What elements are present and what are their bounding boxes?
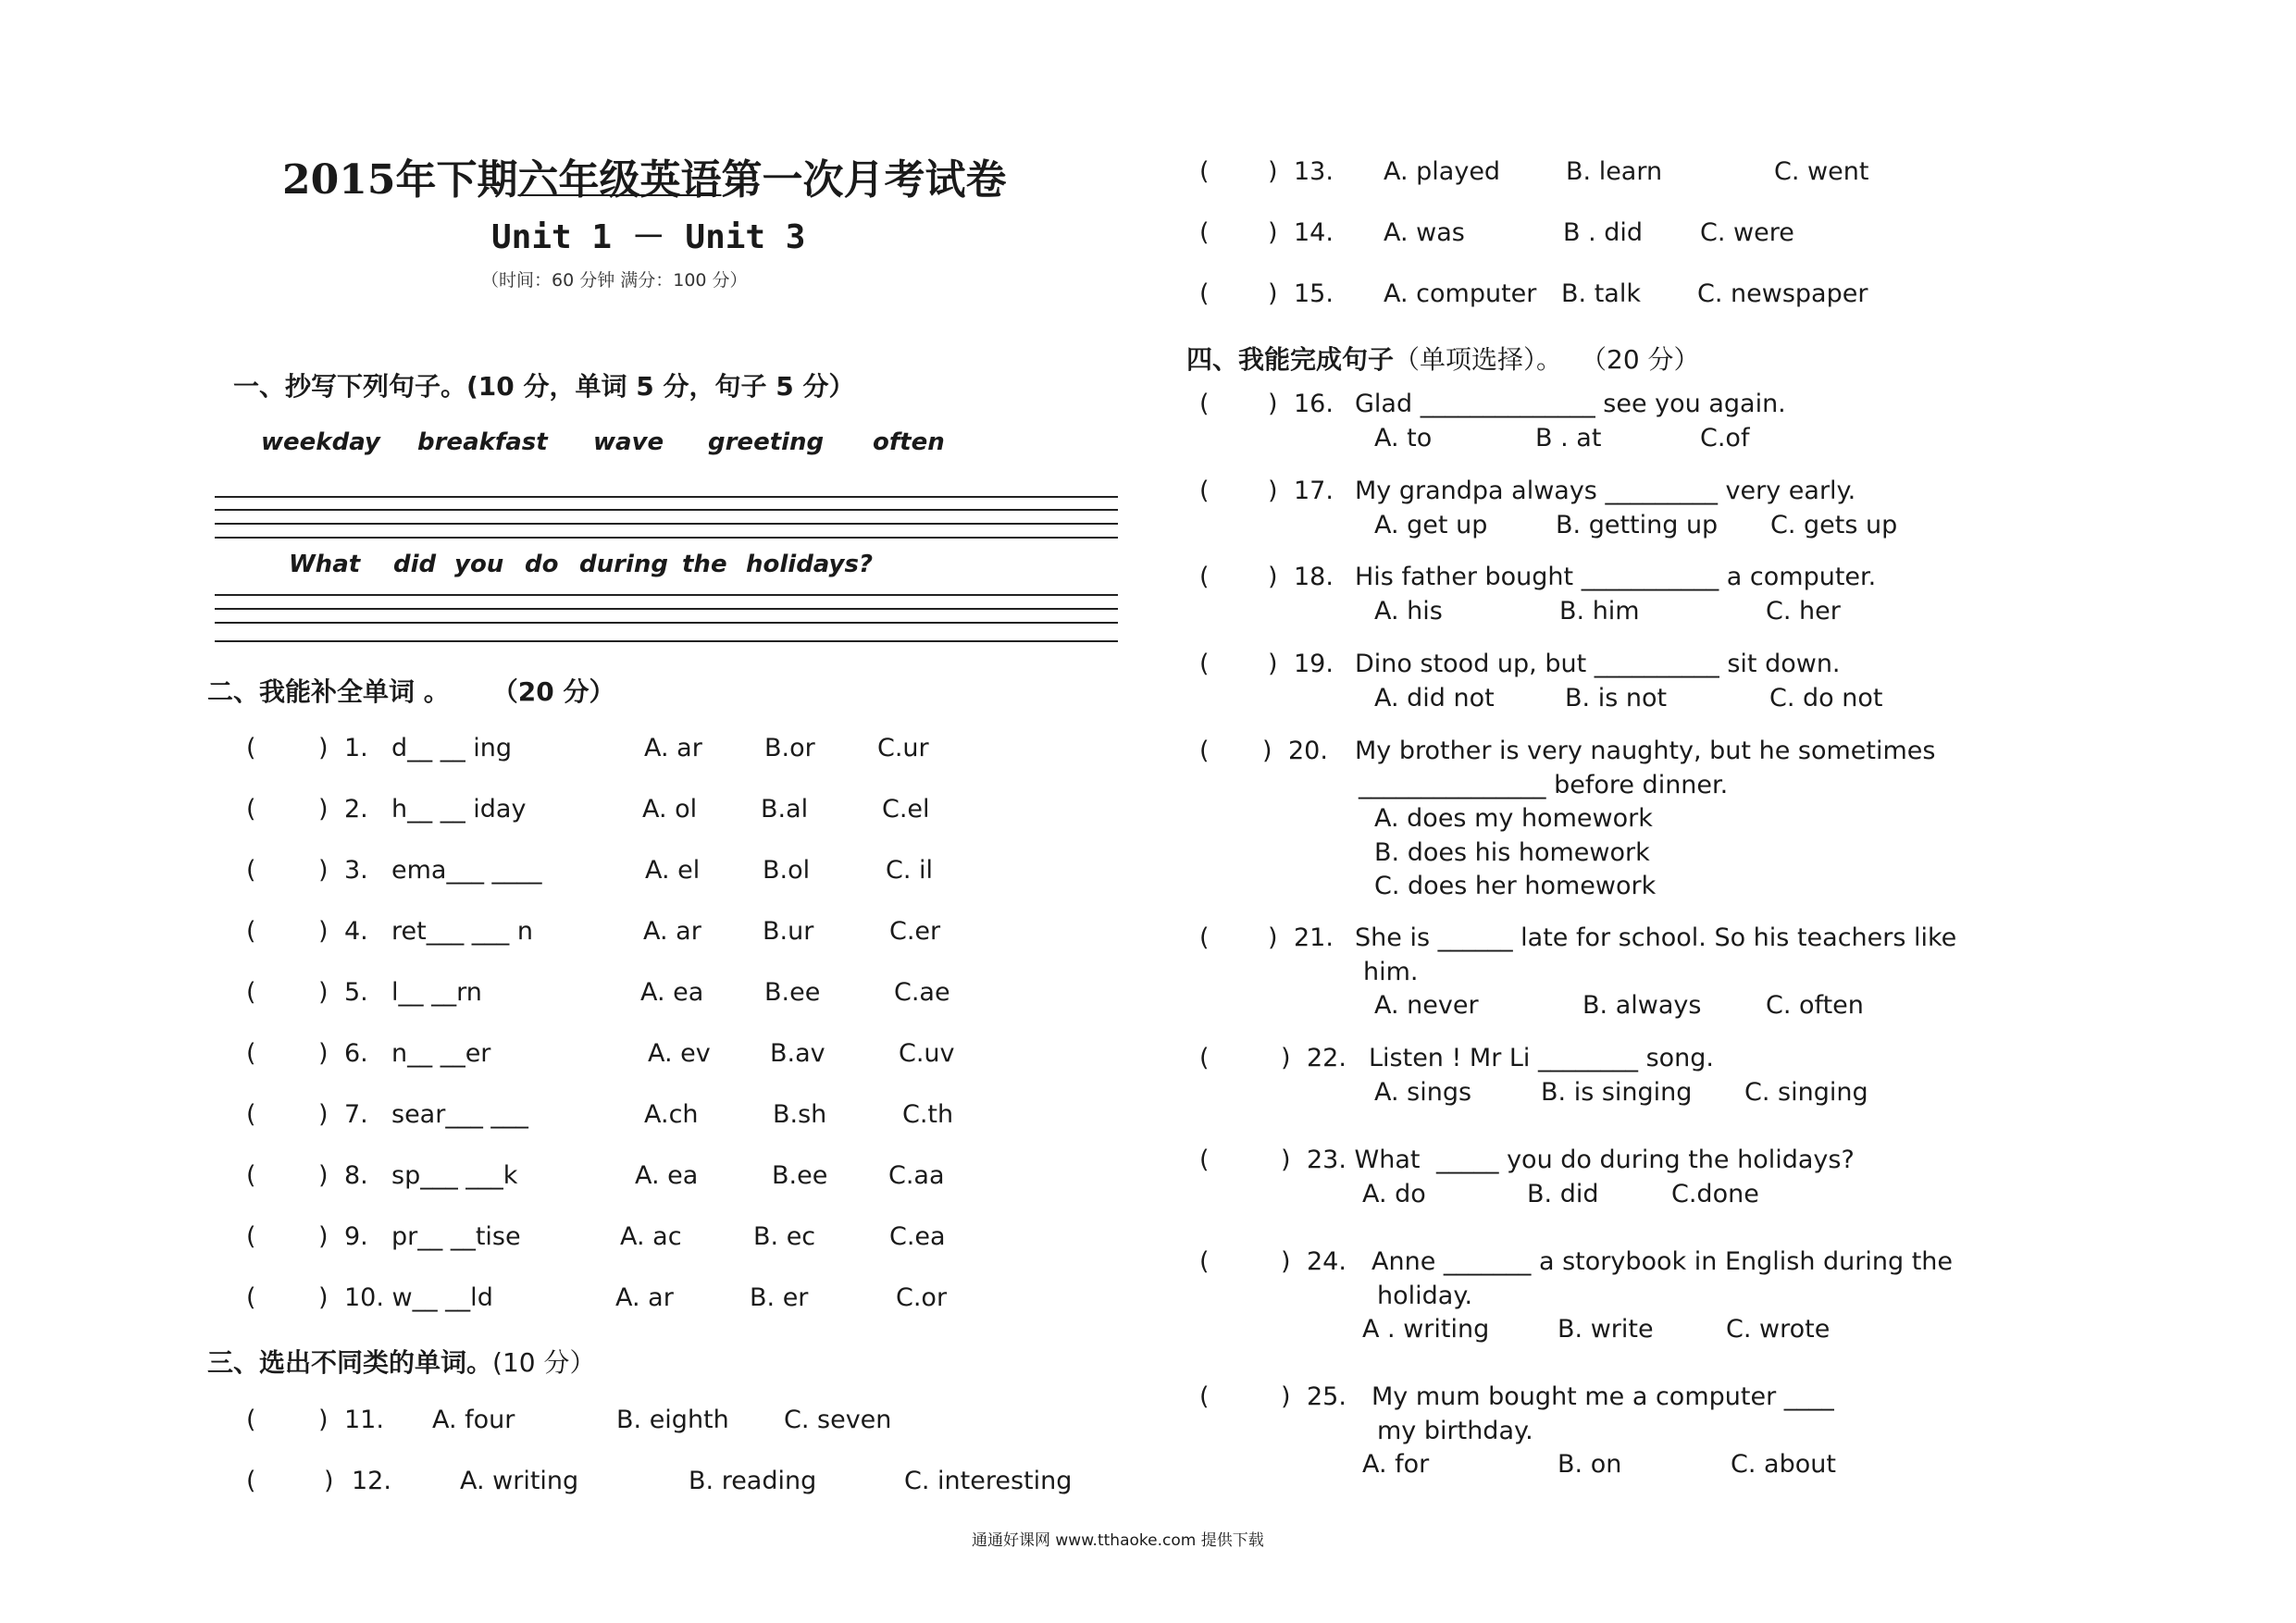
answer-open: (: [246, 734, 256, 762]
option-b: B . at: [1535, 424, 1602, 452]
question-number: 2.: [344, 795, 368, 824]
answer-close: ): [318, 1161, 329, 1190]
question-text: My brother is very naughty, but he sometimes: [1355, 737, 1936, 765]
copy-sentence-word: did: [393, 551, 437, 578]
option-b: B. does his homework: [1374, 838, 1650, 867]
answer-open: (: [1199, 650, 1210, 678]
answer-close: ): [318, 917, 329, 946]
option-c: C.ea: [889, 1222, 946, 1251]
page-title: 2015年下期六年级英语第一次月考试卷: [282, 156, 1007, 204]
question-number: 11.: [344, 1406, 384, 1434]
word-blank: sear___ ___: [391, 1100, 528, 1129]
writing-line: [215, 640, 1118, 642]
option-c: C. her: [1766, 597, 1841, 626]
question-text-cont: holiday.: [1377, 1282, 1473, 1310]
exam-meta: （时间：60 分钟 满分：100 分）: [481, 270, 748, 291]
word-blank: l__ __rn: [391, 978, 482, 1007]
word-blank: ret___ ___ n: [391, 917, 533, 946]
option-a: A . writing: [1362, 1315, 1490, 1344]
answer-close: ): [1268, 279, 1278, 308]
word-blank: ema___ ____: [391, 856, 542, 885]
option-c: C.er: [889, 917, 941, 946]
answer-close: ): [1268, 477, 1278, 505]
option-a: A. does my homework: [1374, 804, 1653, 833]
answer-open: (: [1199, 563, 1210, 591]
option-a: A. ol: [642, 795, 698, 824]
answer-close: ): [318, 1283, 329, 1312]
option-c: C. does her homework: [1374, 872, 1657, 900]
answer-close: ): [318, 734, 329, 762]
question-text: My grandpa always _________ very early.: [1355, 477, 1856, 505]
option-a: A. played: [1384, 157, 1501, 186]
copy-word: weekday: [261, 428, 380, 456]
answer-close: ): [1268, 390, 1278, 418]
question-number: 19.: [1294, 650, 1334, 678]
option-b: B. on: [1558, 1450, 1622, 1479]
answer-close: ): [1268, 923, 1278, 952]
question-text: Anne _______ a storybook in English during the: [1371, 1247, 1954, 1276]
writing-line: [215, 496, 1118, 498]
question-number: 13.: [1294, 157, 1334, 186]
option-a: A. for: [1362, 1450, 1430, 1479]
option-b: B. reading: [689, 1467, 817, 1495]
answer-open: (: [246, 795, 256, 824]
option-b: B. always: [1582, 991, 1702, 1020]
question-text: Listen ! Mr Li ________ song.: [1369, 1044, 1715, 1072]
copy-sentence-word: the: [682, 551, 727, 578]
question-number: 10. w__ __ld: [344, 1283, 493, 1312]
question-number: 8.: [344, 1161, 368, 1190]
question-text: His father bought ___________ a computer.: [1355, 563, 1877, 591]
answer-open: (: [1199, 923, 1210, 952]
option-a: A. ea: [635, 1161, 699, 1190]
option-b: B.ee: [764, 978, 821, 1007]
question-text-cont: my birthday.: [1377, 1417, 1533, 1445]
option-c: C. singing: [1744, 1078, 1868, 1107]
answer-open: (: [246, 1283, 256, 1312]
answer-open: (: [246, 978, 256, 1007]
question-number: 12.: [352, 1467, 391, 1495]
option-b: B. learn: [1566, 157, 1663, 186]
question-text-cont: _______________ before dinner.: [1359, 771, 1729, 799]
answer-open: (: [246, 1161, 256, 1190]
question-number: 6.: [344, 1039, 368, 1068]
option-a: A. sings: [1374, 1078, 1472, 1107]
option-b: B. is singing: [1541, 1078, 1693, 1107]
answer-open: (: [246, 1100, 256, 1129]
answer-open: (: [1199, 1382, 1210, 1411]
writing-line: [215, 537, 1118, 539]
answer-close: ): [318, 978, 329, 1007]
question-number: 14.: [1294, 218, 1334, 247]
option-a: A. was: [1384, 218, 1465, 247]
option-b: B. did: [1527, 1180, 1599, 1208]
question-number: 3.: [344, 856, 368, 885]
copy-word: wave: [593, 428, 664, 456]
option-b: B. him: [1559, 597, 1640, 626]
answer-close: ): [1268, 157, 1278, 186]
option-b: B.ol: [763, 856, 811, 885]
question-number: 17.: [1294, 477, 1334, 505]
answer-open: (: [246, 917, 256, 946]
option-a: A. ar: [615, 1283, 674, 1312]
copy-word: greeting: [708, 428, 825, 456]
option-c: C.ur: [877, 734, 929, 762]
option-c: C.of: [1700, 424, 1750, 452]
question-number: 15.: [1294, 279, 1334, 308]
unit-range: Unit 1 － Unit 3: [491, 218, 806, 256]
answer-open: (: [246, 1222, 256, 1251]
option-c: C. interesting: [904, 1467, 1073, 1495]
answer-open: (: [1199, 737, 1210, 765]
question-number: 24.: [1307, 1247, 1347, 1276]
option-b: B.av: [770, 1039, 825, 1068]
option-c: C.done: [1671, 1180, 1759, 1208]
option-a: A. ar: [643, 917, 701, 946]
option-c: C. il: [886, 856, 934, 885]
answer-open: (: [246, 1406, 256, 1434]
answer-close: ): [1268, 650, 1278, 678]
word-blank: pr__ __tise: [391, 1222, 521, 1251]
writing-line: [215, 594, 1118, 596]
question-text: Dino stood up, but __________ sit down.: [1355, 650, 1841, 678]
answer-close: ): [1281, 1247, 1291, 1276]
option-c: C. about: [1731, 1450, 1836, 1479]
answer-close: ): [318, 795, 329, 824]
section3-heading: 三、选出不同类的单词。(10 分）: [207, 1347, 596, 1378]
answer-open: (: [1199, 279, 1210, 308]
question-text: She is ______ late for school. So his teachers like: [1355, 923, 1957, 952]
answer-close: ): [318, 1100, 329, 1129]
writing-line: [215, 608, 1118, 610]
option-c: C. newspaper: [1697, 279, 1868, 308]
option-b: B. eighth: [616, 1406, 729, 1434]
option-a: A. writing: [460, 1467, 579, 1495]
section2-heading: 二、我能补全单词 。 （20 分）: [207, 676, 615, 707]
option-a: A. did not: [1374, 684, 1495, 712]
answer-close: ): [318, 1406, 329, 1434]
option-b: B. er: [750, 1283, 809, 1312]
answer-open: (: [1199, 477, 1210, 505]
option-c: C.el: [882, 795, 930, 824]
option-b: B. talk: [1561, 279, 1641, 308]
question-number: 1.: [344, 734, 368, 762]
answer-close: ): [318, 1222, 329, 1251]
option-c: C.th: [902, 1100, 954, 1129]
option-c: C. often: [1766, 991, 1864, 1020]
question-text: _____ you do during the holidays?: [1436, 1146, 1855, 1174]
copy-sentence-word: you: [454, 551, 504, 578]
option-a: A. four: [432, 1406, 515, 1434]
answer-open: (: [1199, 157, 1210, 186]
option-c: C. seven: [784, 1406, 892, 1434]
option-c: C.uv: [899, 1039, 955, 1068]
question-number: 22.: [1307, 1044, 1347, 1072]
answer-close: ): [1281, 1382, 1291, 1411]
answer-open: (: [1199, 390, 1210, 418]
answer-open: (: [246, 856, 256, 885]
question-text: My mum bought me a computer ____: [1371, 1382, 1834, 1411]
answer-close: ): [318, 1039, 329, 1068]
word-blank: h__ __ iday: [391, 795, 527, 824]
answer-close: ): [1262, 737, 1272, 765]
option-a: A.ch: [644, 1100, 699, 1129]
question-number: 23. What: [1307, 1146, 1421, 1174]
question-number: 4.: [344, 917, 368, 946]
option-a: A. ea: [640, 978, 704, 1007]
option-a: A. el: [645, 856, 701, 885]
option-b: B. getting up: [1556, 511, 1719, 539]
option-b: B. is not: [1565, 684, 1668, 712]
option-b: B.ur: [763, 917, 814, 946]
answer-close: ): [1268, 218, 1278, 247]
question-number: 9.: [344, 1222, 368, 1251]
question-number: 20.: [1288, 737, 1328, 765]
page-footer: 通通好课网 www.tthaoke.com 提供下载: [972, 1531, 1264, 1550]
answer-close: ): [1281, 1044, 1291, 1072]
option-a: A. to: [1374, 424, 1433, 452]
question-number: 25.: [1307, 1382, 1347, 1411]
option-b: B.ee: [772, 1161, 828, 1190]
question-number: 18.: [1294, 563, 1334, 591]
word-blank: n__ __er: [391, 1039, 491, 1068]
section1-heading: 一、抄写下列句子。(10 分，单词 5 分，句子 5 分）: [233, 371, 855, 402]
copy-sentence-word: holidays?: [746, 551, 874, 578]
option-a: A. get up: [1374, 511, 1488, 539]
question-number: 21.: [1294, 923, 1334, 952]
copy-sentence-word: during: [579, 551, 668, 578]
copy-sentence-word: What: [289, 551, 361, 578]
option-c: C. gets up: [1770, 511, 1898, 539]
question-number: 7.: [344, 1100, 368, 1129]
question-number: 16.: [1294, 390, 1334, 418]
answer-open: (: [246, 1467, 256, 1495]
answer-open: (: [246, 1039, 256, 1068]
option-b: B. write: [1558, 1315, 1654, 1344]
option-a: A. never: [1374, 991, 1479, 1020]
option-a: A. his: [1374, 597, 1443, 626]
answer-open: (: [1199, 1247, 1210, 1276]
word-blank: sp___ ___k: [391, 1161, 518, 1190]
option-c: C.or: [896, 1283, 948, 1312]
writing-line: [215, 509, 1118, 511]
answer-open: (: [1199, 1146, 1210, 1174]
answer-close: ): [324, 1467, 334, 1495]
question-text-cont: him.: [1363, 958, 1419, 986]
copy-word: breakfast: [417, 428, 548, 456]
answer-open: (: [1199, 218, 1210, 247]
question-text: Glad ______________ see you again.: [1355, 390, 1786, 418]
option-c: C. went: [1774, 157, 1869, 186]
option-c: C. were: [1700, 218, 1794, 247]
option-a: A. ev: [648, 1039, 711, 1068]
copy-sentence-word: do: [525, 551, 559, 578]
answer-close: ): [1281, 1146, 1291, 1174]
option-c: C. do not: [1769, 684, 1883, 712]
answer-open: (: [1199, 1044, 1210, 1072]
writing-line: [215, 622, 1118, 624]
section4-heading: 四、我能完成句子（单项选择）。 （20 分）: [1186, 344, 1700, 375]
option-b: B.sh: [773, 1100, 827, 1129]
option-b: B . did: [1563, 218, 1644, 247]
copy-word: often: [873, 428, 945, 456]
option-a: A. ac: [620, 1222, 682, 1251]
word-blank: d__ __ ing: [391, 734, 513, 762]
option-a: A. do: [1362, 1180, 1426, 1208]
option-b: B. ec: [753, 1222, 816, 1251]
option-c: C. wrote: [1726, 1315, 1831, 1344]
answer-close: ): [318, 856, 329, 885]
option-b: B.al: [761, 795, 809, 824]
option-a: A. computer: [1384, 279, 1537, 308]
option-c: C.aa: [888, 1161, 945, 1190]
question-number: 5.: [344, 978, 368, 1007]
option-b: B.or: [764, 734, 815, 762]
option-c: C.ae: [894, 978, 950, 1007]
answer-close: ): [1268, 563, 1278, 591]
option-a: A. ar: [644, 734, 702, 762]
writing-line: [215, 523, 1118, 525]
